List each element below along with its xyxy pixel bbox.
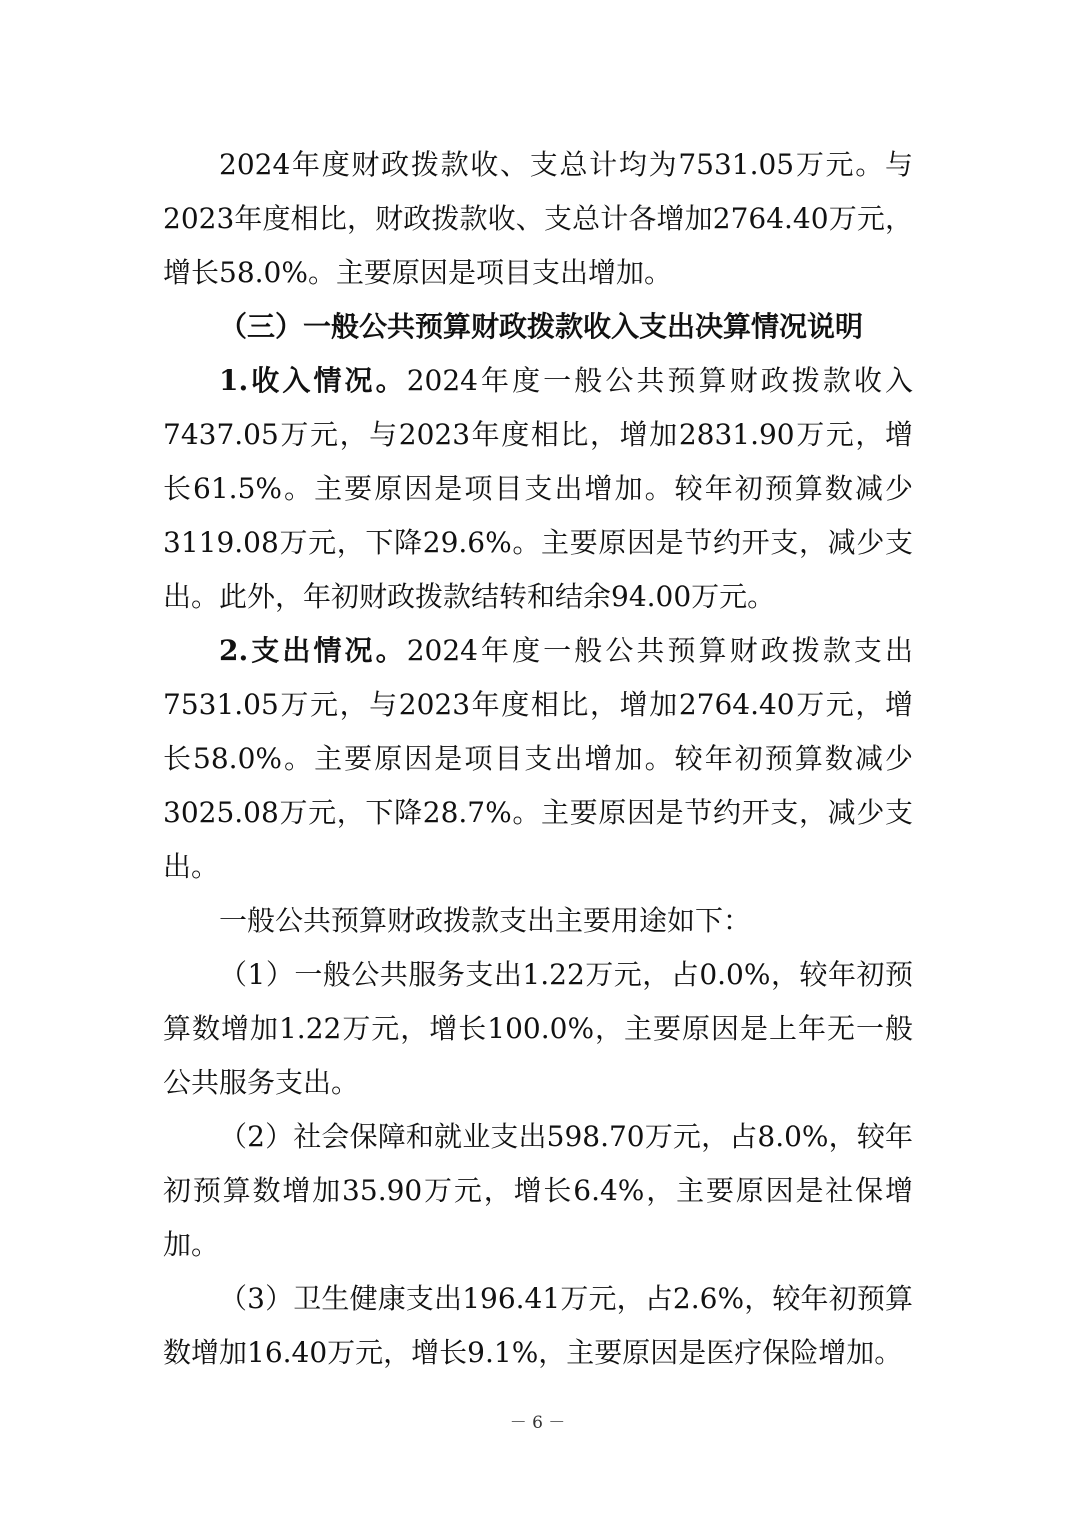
paragraph-item-1: （1）一般公共服务支出1.22万元，占0.0%，较年初预算数增加1.22万元，增长100.0%，主要原因是上年无一般公共服务支出。 <box>163 958 913 1099</box>
income-lead: 1.收入情况。 <box>219 364 407 397</box>
paragraph-item-3: （3）卫生健康支出196.41万元，占2.6%，较年初预算数增加16.40万元，增长9.1%，主要原因是医疗保险增加。 <box>163 1282 913 1369</box>
section-heading: （三）一般公共预算财政拨款收入支出决算情况说明 <box>219 310 864 343</box>
paragraph-uses-intro: 一般公共预算财政拨款支出主要用途如下： <box>219 904 752 937</box>
income-text: 2024年度一般公共预算财政拨款收入7437.05万元，与2023年度相比，增加2831.90万元，增长61.5%。主要原因是项目支出增加。较年初预算数减少3119.08万元，下降29.6%。主要原因是节约开支，减少支出。此外，年初财政拨款结转和结余94.00万元。 <box>163 364 913 613</box>
paragraph-expenditure <box>163 624 913 894</box>
paragraph-summary: 2024年度财政拨款收、支总计均为7531.05万元。与2023年度相比，财政拨款收、支总计各增加2764.40万元，增长58.0%。主要原因是项目支出增加。 <box>163 148 913 289</box>
page-number: － 6 － <box>509 1413 566 1433</box>
expenditure-text: 2024年度一般公共预算财政拨款支出7531.05万元，与2023年度相比，增加2764.40万元，增长58.0%。主要原因是项目支出增加。较年初预算数减少3025.08万元，下降28.7%。主要原因是节约开支，减少支出。 <box>163 634 913 883</box>
document-body <box>163 138 913 1380</box>
paragraph-income <box>163 354 913 624</box>
paragraph-item-2: （2）社会保障和就业支出598.70万元，占8.0%，较年初预算数增加35.90万元，增长6.4%，主要原因是社保增加。 <box>163 1120 913 1261</box>
expenditure-lead: 2.支出情况。 <box>219 634 407 667</box>
